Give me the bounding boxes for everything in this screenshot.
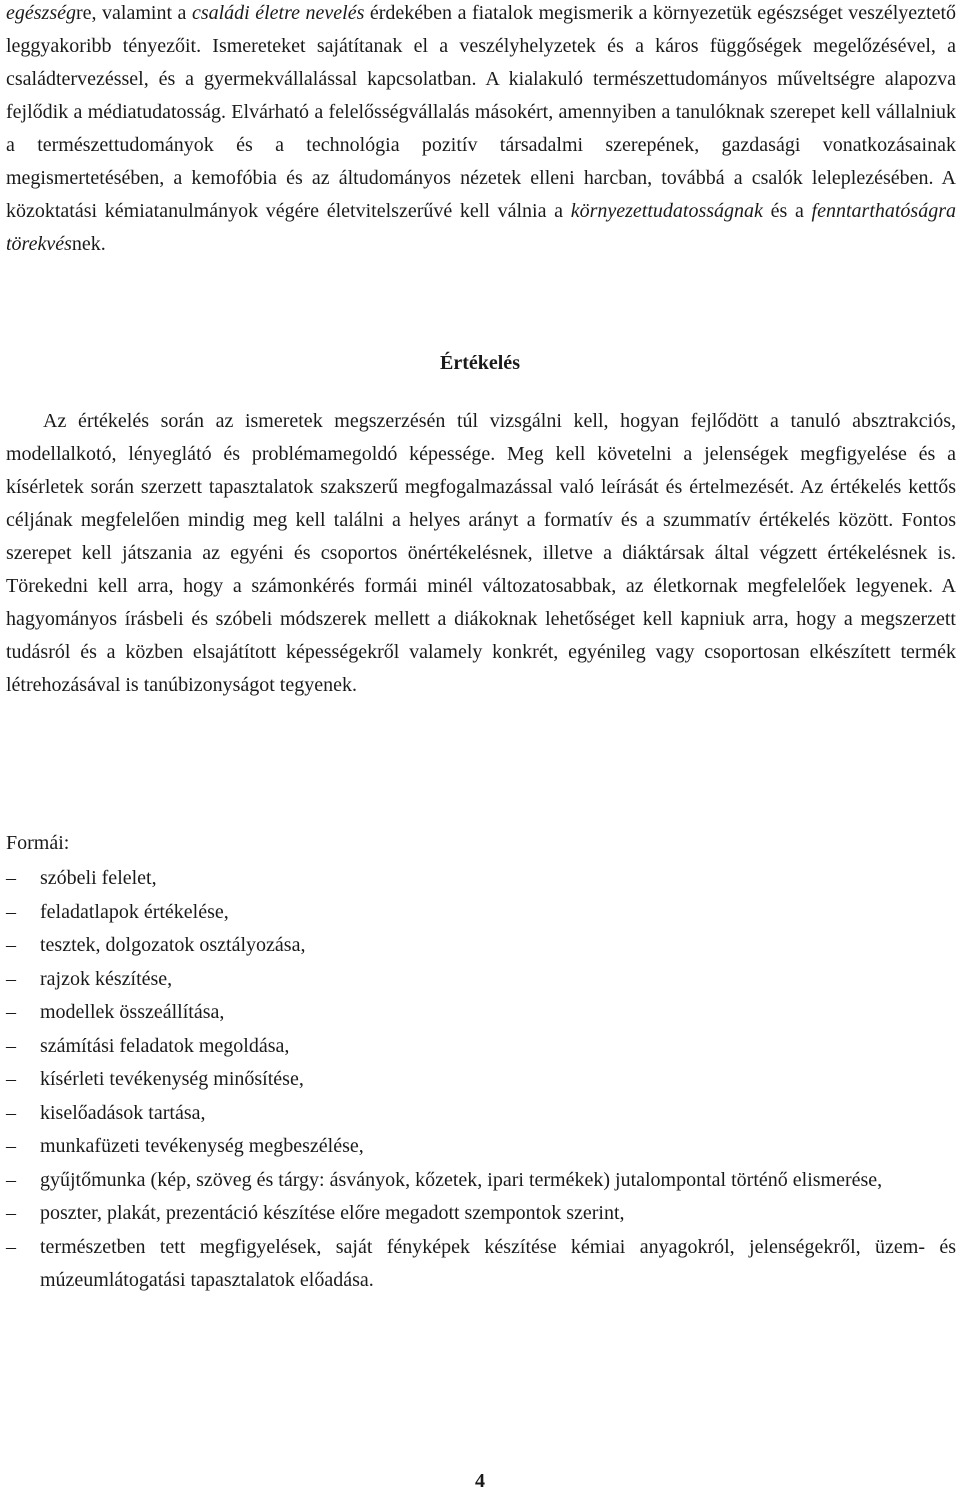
intro-italic-family-life: családi életre nevelés <box>191 2 365 24</box>
intro-text-a: re, valamint a <box>75 2 192 24</box>
dash-bullet: – <box>6 1135 16 1157</box>
dash-bullet: – <box>6 1001 16 1023</box>
forms-list-item-text: tesztek, dolgozatok osztályozása, <box>40 934 306 956</box>
intro-italic-sustainability: fenntarthatóságra törekvés <box>6 200 956 255</box>
forms-list-item-text: poszter, plakát, prezentáció készítése előre megadott szempontok szerint, <box>40 1202 625 1224</box>
forms-list-item <box>6 1231 956 1298</box>
dash-bullet: – <box>6 1034 16 1057</box>
dash-bullet: – <box>6 934 16 956</box>
forms-list-item-text: kísérleti tevékenység minősítése, <box>40 1068 304 1090</box>
forms-list-item-text: kiselőadások tartása, <box>40 1101 206 1124</box>
forms-list-item-text: feladatlapok értékelése, <box>40 900 229 923</box>
forms-list-item <box>6 1063 956 1097</box>
dash-bullet: – <box>6 1235 16 1258</box>
dash-bullet: – <box>6 967 16 990</box>
forms-list-item <box>6 1030 956 1064</box>
forms-list-item <box>6 1164 956 1198</box>
forms-list-item-text: rajzok készítése, <box>40 967 173 990</box>
forms-list-item <box>6 862 956 896</box>
dash-bullet: – <box>6 1202 16 1224</box>
forms-list-item-text: munkafüzeti tevékenység megbeszélése, <box>40 1135 364 1157</box>
dash-bullet: – <box>6 1101 16 1124</box>
forms-list-item <box>6 929 956 963</box>
forms-list-item <box>6 1130 956 1164</box>
intro-text-g: nek. <box>71 233 106 255</box>
forms-list-item <box>6 963 956 997</box>
section-heading-evaluation: Értékelés <box>440 352 520 374</box>
forms-list-item-text: gyűjtőmunka (kép, szöveg és tárgy: ásványok, kőzetek, ipari termékek) jutalompontal történő elismerése, <box>40 1168 883 1191</box>
evaluation-paragraph: Az értékelés során az ismeretek megszerzésén túl vizsgálni kell, hogyan fejlődött a tanuló absztrakciós, modellalkotó, lényeglátó és problémamegoldó képessége. Meg kell követelni a jelenségek megfigyelése és a kísérletek során szerzett tapasztalatok szakszerű megfogalmazással való leírását és értelmezését. Az értékelés kettős céljának megfelelően mindig meg kell találni a helyes arányt a formatív és a szummatív értékelés között. Fontos szerepet kell játszania az egyéni és csoportos önértékelésnek, illetve a diáktársak által végzett értékelésnek is. Törekedni kell arra, hogy a számonkérés formái minél változatosabbak, az életkornak megfelelőek legyenek. A hagyományos írásbeli és szóbeli módszerek mellett a diákoknak lehetőséget kell kapniuk arra, hogy a megszerzett tudásról és a közben elsajátított képességekről valamely konkrét, egyénileg vagy csoportosan elkészített termék létrehozásával is tanúbizonyságot tegyenek. <box>6 410 956 696</box>
forms-list-item-text: szóbeli felelet, <box>40 867 157 889</box>
forms-list-item <box>6 1197 956 1231</box>
dash-bullet: – <box>6 867 16 889</box>
forms-list-item-text: számítási feladatok megoldása, <box>40 1034 290 1057</box>
intro-text-e: és a <box>762 200 812 222</box>
forms-label: Formái: <box>6 832 70 854</box>
intro-italic-environment: környezettudatosságnak <box>570 200 763 222</box>
intro-text-c: érdekében a fiatalok megismerik a környezetük egészséget veszélyeztető leggyakoribb tényezőit. Ismereteket sajátítanak el a veszélyhelyzetek és a káros függőségek megelőzésével, a családtervezéssel, és a gyermekvállalással kapcsolatban. A kialakuló természettudományos műveltségre alapozva fejlődik a médiatudatosság. Elvárható a felelősségvállalás másokért, amennyiben a tanulóknak szerepet kell vállalniuk a természettudományok és a technológia pozitív társadalmi szerepének, gazdasági vonatkozásainak megismertetésében, a kemofóbia és az áltudományos nézetek elleni harcban, továbbá a csalók leleplezésében. A közoktatási kémiatanulmányok végére életvitelszerűvé kell válnia a <box>6 2 956 222</box>
forms-list-item <box>6 896 956 930</box>
intro-italic-health: egészség <box>6 2 76 24</box>
forms-list-item-text: természetben tett megfigyelések, saját fényképek készítése kémiai anyagokról, jelenségekről, üzem- és múzeumlátogatási tapasztalatok előadása. <box>40 1235 956 1291</box>
dash-bullet: – <box>6 1168 16 1191</box>
forms-list-item <box>6 1097 956 1131</box>
intro-paragraph <box>6 0 956 261</box>
page-number: 4 <box>475 1470 485 1492</box>
dash-bullet: – <box>6 900 16 923</box>
forms-list-item-text: modellek összeállítása, <box>40 1001 225 1023</box>
forms-list-item <box>6 996 956 1030</box>
dash-bullet: – <box>6 1068 16 1090</box>
forms-list <box>6 862 956 1298</box>
